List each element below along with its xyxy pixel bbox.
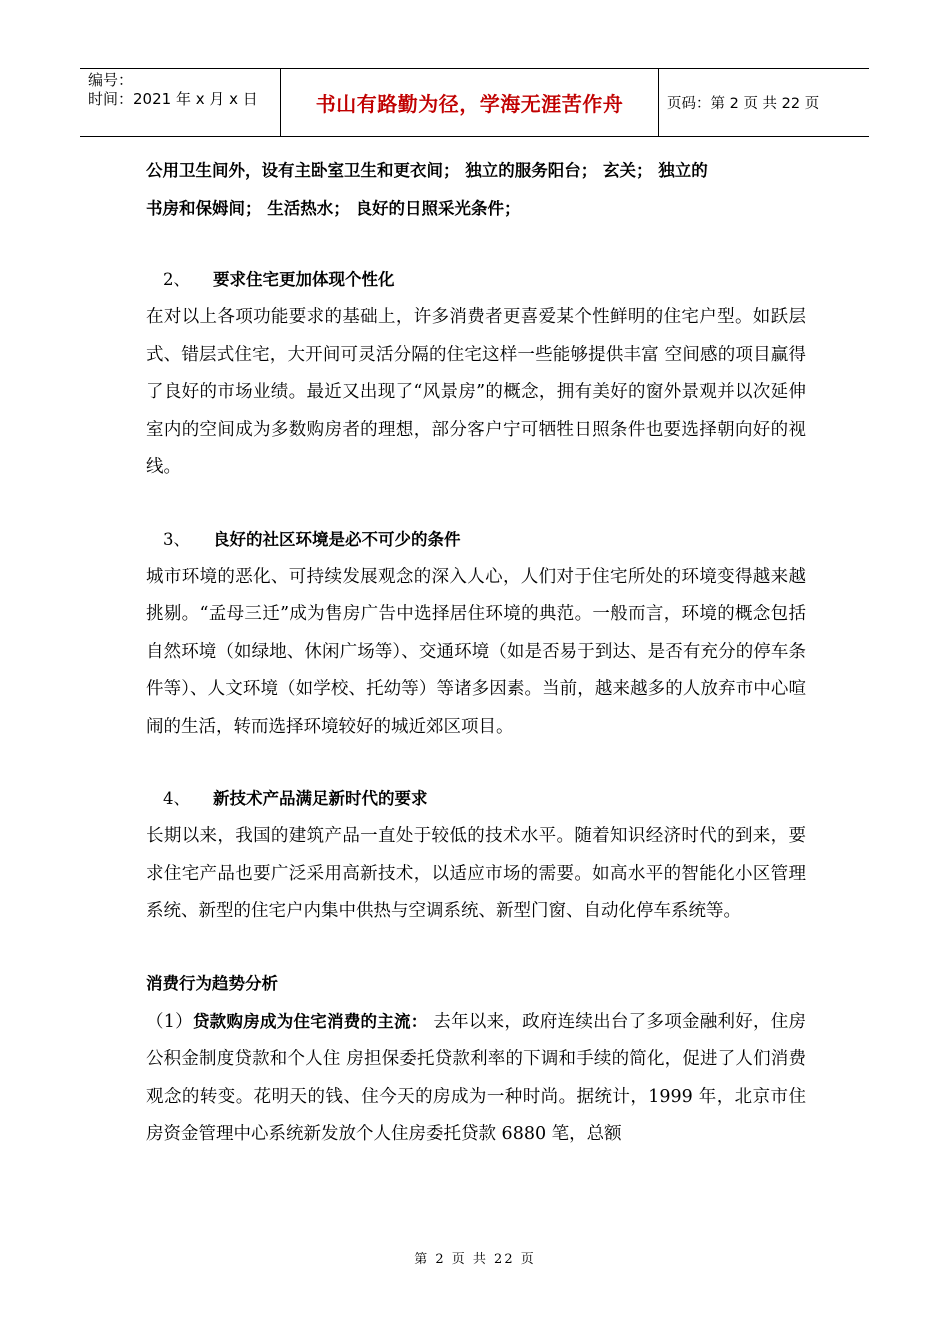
section-heading <box>146 780 806 818</box>
section-title: 要求住宅更加体现个性化 <box>213 270 395 289</box>
intro-line-1: 公用卫生间外，设有主卧室卫生和更衣间； 独立的服务阳台； 玄关； 独立的 <box>146 161 708 180</box>
intro-line-2: 书房和保姆间； 生活热水； 良好的日照采光条件； <box>146 198 521 218</box>
section-number: 3、 <box>163 529 190 549</box>
item-prefix: （1） <box>146 1011 193 1032</box>
section-paragraph: 城市环境的恶化、可持续发展观念的深入人心，人们对于住宅所处的环境变得越来越挑剔。“孟母三迁”成为售房广告中选择居住环境的典范。一般而言，环境的概念包括自然环境（如绿地、休闲广场等）、交通环境（如是否易于到达、是否有充分的停车条件等）、人文环境（如学校、托幼等）等诸多因素。当前，越来越多的人放弃市中心喧闹的生活，转而选择环境较好的城近郊区项目。 <box>146 566 806 737</box>
document-body <box>146 152 806 1154</box>
section-title: 新技术产品满足新时代的要求 <box>213 789 428 808</box>
item-body: 去年以来，政府连续出台了多项金融利好，住房公积金制度贷款和个人住 房担保委托贷款利率的下调和手续的简化，促进了人们消费观念的转变。花明天的钱、住今天的房成为一种时尚。据统计，1999 年，北京市住房资金管理中心系统新发放个人住房委托贷款 6880 笔，总额 <box>146 1011 807 1144</box>
page-footer: 第 2 页 共 22 页 <box>414 1252 536 1267</box>
header-motto: 书山有路勤为径，学海无涯苦作舟 <box>315 92 624 116</box>
item-title: 贷款购房成为住宅消费的主流： <box>192 1011 428 1031</box>
header-page-info: 页码：第 2 页 共 22 页 <box>667 96 820 112</box>
document-number-label: 编号： <box>88 71 134 89</box>
section-title: 良好的社区环境是必不可少的条件 <box>213 529 461 549</box>
header-meta <box>80 69 281 136</box>
page-header <box>80 68 869 137</box>
section-heading <box>146 261 806 299</box>
section-paragraph: 在对以上各项功能要求的基础上，许多消费者更喜爱某个性鲜明的住宅户型。如跃层式、错层式住宅，大开间可灵活分隔的住宅这样一些能够提供丰富 空间感的项目赢得了良好的市场业绩。最近又出现了“风景房”的概念，拥有美好的窗外景观并以次延伸室内的空间成为多数购房者的理想，部分客户宁可牺牲日照条件也要选择朝向好的视线。 <box>146 307 806 477</box>
section-heading <box>146 521 806 559</box>
section-number: 4、 <box>163 789 190 808</box>
section-paragraph: 长期以来，我国的建筑产品一直处于较低的技术水平。随着知识经济时代的到来，要求住宅产品也要广泛采用高新技术，以适应市场的需要。如高水平的智能化小区管理系统、新型的住宅户内集中供热与空调系统、新型门窗、自动化停车系统等。 <box>146 826 806 921</box>
document-date: 时间：2021 年 x 月 x 日 <box>88 90 258 108</box>
header-motto-cell <box>281 69 659 136</box>
consumer-paragraph <box>146 1003 806 1154</box>
consumer-heading: 消费行为趋势分析 <box>146 973 278 993</box>
section-number: 2、 <box>163 270 190 289</box>
